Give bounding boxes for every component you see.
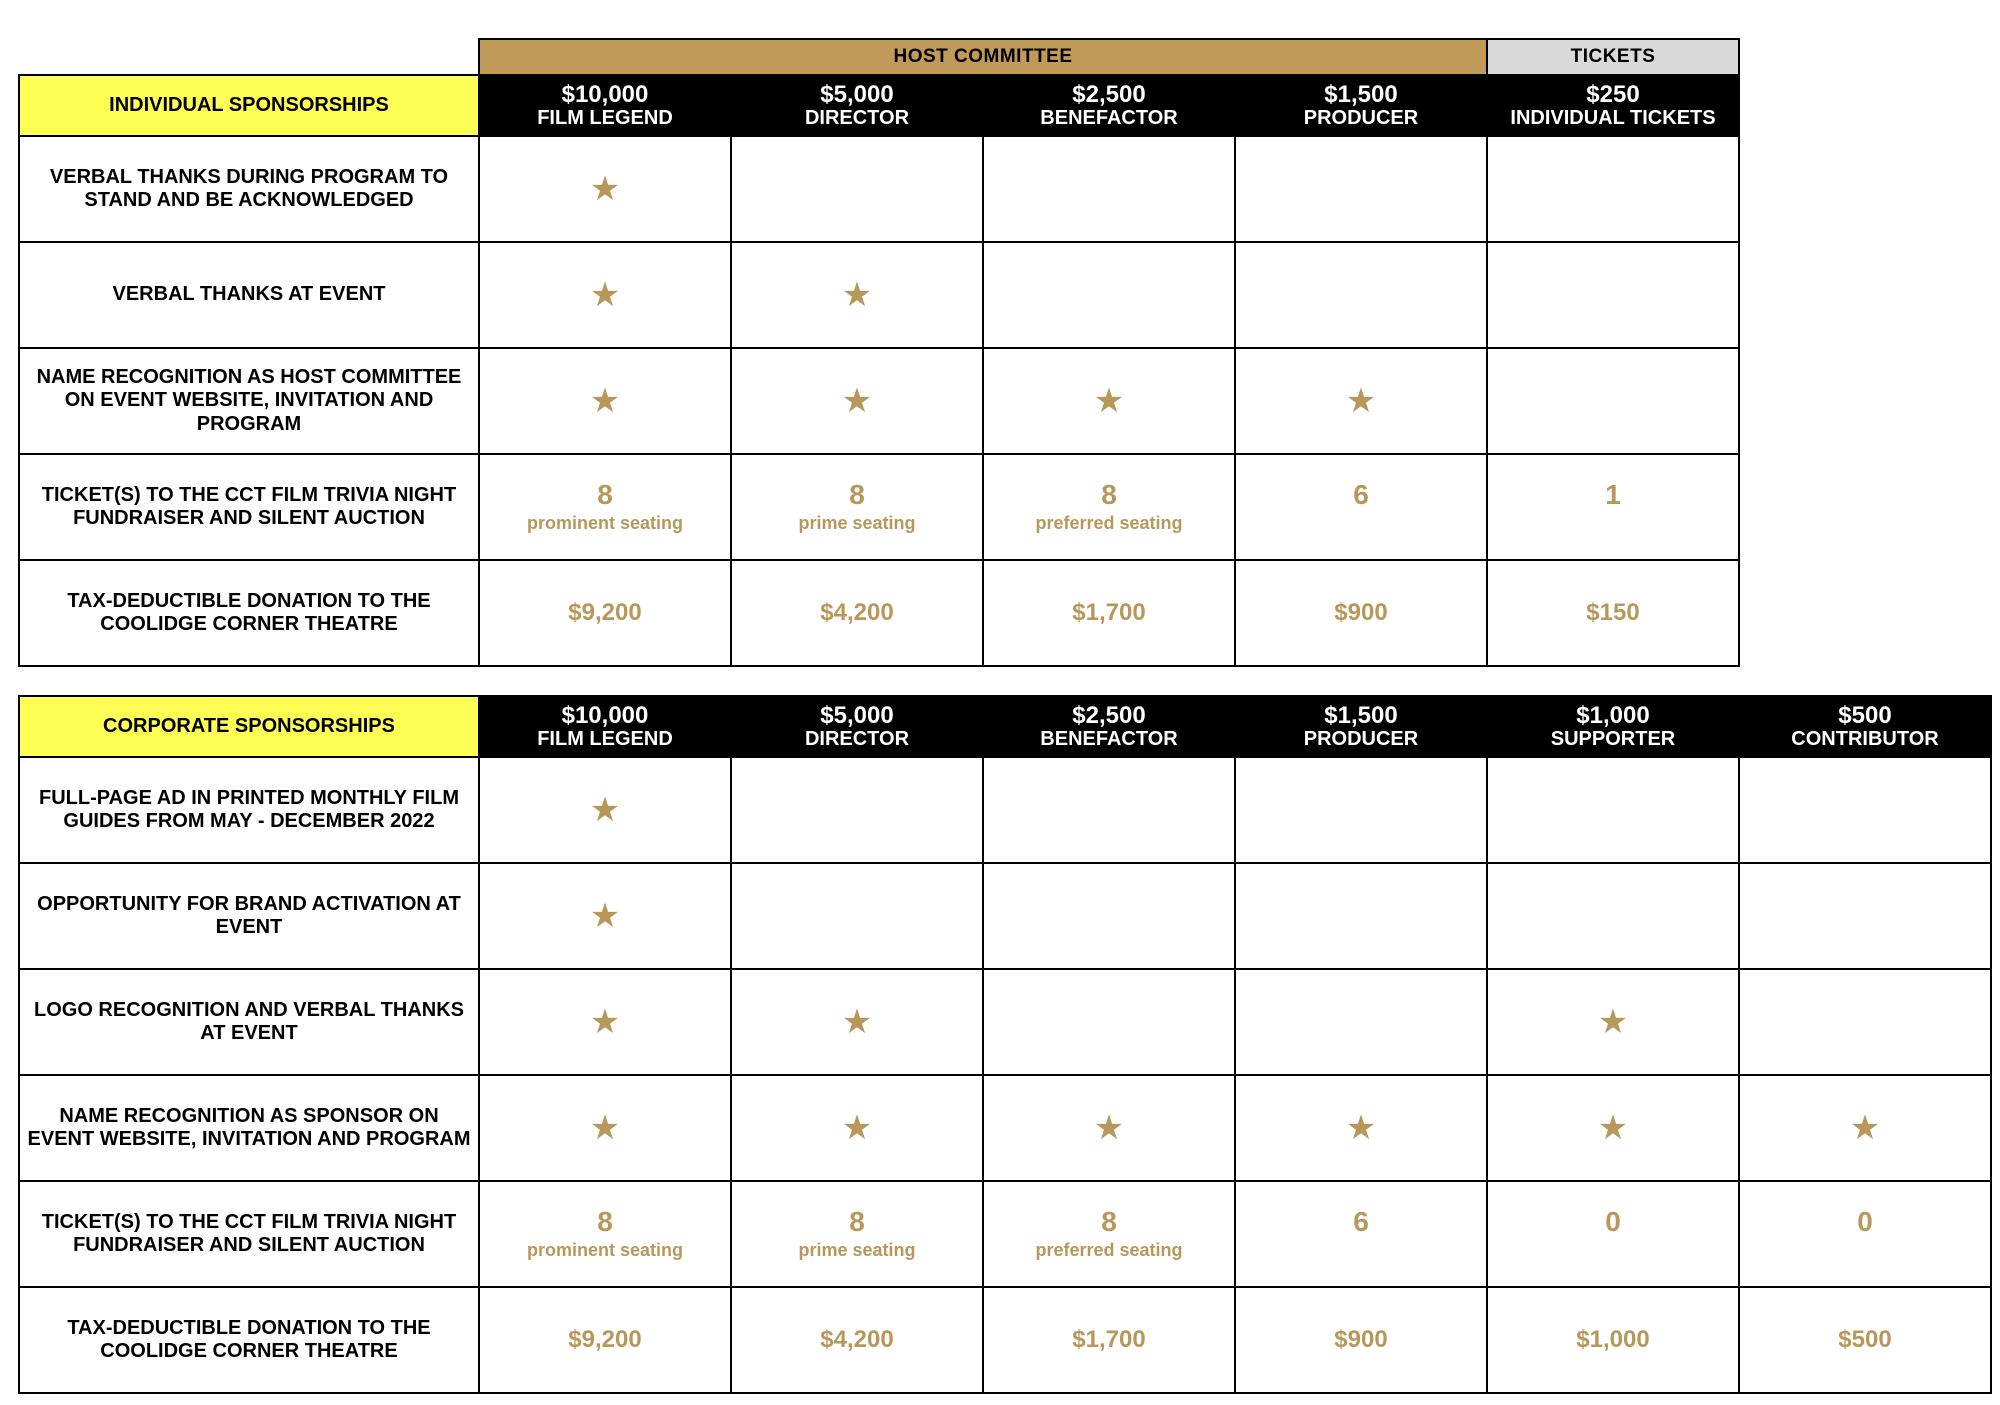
benefit-cell	[1487, 242, 1739, 348]
donation-cell	[479, 560, 731, 666]
benefit-cell	[479, 348, 731, 454]
ticket-cell	[1487, 1181, 1739, 1287]
benefit-label: NAME RECOGNITION AS SPONSOR ON EVENT WEBSITE, INVITATION AND PROGRAM	[19, 1075, 479, 1181]
benefit-label: TICKET(S) TO THE CCT FILM TRIVIA NIGHT FUNDRAISER AND SILENT AUCTION	[19, 1181, 479, 1287]
tier-amount: $5,000	[820, 702, 894, 730]
tier-header-film-legend	[479, 75, 731, 136]
benefit-cell	[1487, 136, 1739, 242]
seating-note: preferred seating	[1035, 512, 1183, 533]
ticket-count: 1	[1605, 479, 1621, 511]
donation-amount: $150	[1586, 599, 1640, 626]
host-committee-band: HOST COMMITTEE	[479, 39, 1487, 75]
tier-name: BENEFACTOR	[1040, 106, 1178, 129]
star-icon: ★	[589, 170, 621, 208]
tickets-band: TICKETS	[1487, 39, 1739, 75]
donation-cell	[731, 560, 983, 666]
table-row	[19, 863, 1991, 969]
ticket-count: 6	[1353, 1206, 1369, 1238]
tier-amount: $2,500	[1072, 702, 1146, 730]
star-icon: ★	[1093, 1109, 1125, 1147]
ticket-count: 0	[1605, 1206, 1621, 1238]
ticket-cell	[1235, 454, 1487, 560]
benefit-cell	[1739, 863, 1991, 969]
benefit-cell	[479, 242, 731, 348]
tier-name: DIRECTOR	[804, 106, 910, 129]
benefit-cell	[983, 757, 1235, 863]
seating-note-empty	[1740, 1240, 1990, 1261]
category-label: INDIVIDUAL SPONSORSHIPS	[19, 75, 479, 136]
benefit-cell	[479, 969, 731, 1075]
donation-amount: $1,700	[1072, 599, 1146, 626]
donation-cell	[1487, 560, 1739, 666]
table-row	[19, 1287, 1991, 1393]
seating-note: preferred seating	[1035, 1239, 1183, 1260]
star-icon: ★	[841, 1109, 873, 1147]
table-row	[19, 560, 1739, 666]
benefit-label: TAX-DEDUCTIBLE DONATION TO THE COOLIDGE CORNER THEATRE	[19, 1287, 479, 1393]
benefit-label: VERBAL THANKS DURING PROGRAM TO STAND AND BE ACKNOWLEDGED	[19, 136, 479, 242]
benefit-cell	[479, 863, 731, 969]
ticket-cell	[731, 1181, 983, 1287]
benefit-cell	[1739, 969, 1991, 1075]
benefit-cell	[1235, 242, 1487, 348]
donation-amount: $900	[1334, 1326, 1388, 1353]
seating-note: prominent seating	[526, 512, 683, 533]
benefit-cell	[1487, 863, 1739, 969]
tier-header-contributor	[1739, 696, 1991, 757]
tier-header-supporter	[1487, 696, 1739, 757]
benefit-label: OPPORTUNITY FOR BRAND ACTIVATION AT EVENT	[19, 863, 479, 969]
tier-name: INDIVIDUAL TICKETS	[1510, 106, 1716, 129]
ticket-count: 8	[849, 479, 865, 511]
table-row	[19, 1181, 1991, 1287]
benefit-cell	[1487, 348, 1739, 454]
benefit-cell	[479, 136, 731, 242]
donation-amount: $4,200	[820, 599, 894, 626]
ticket-cell	[731, 454, 983, 560]
seating-note: prime seating	[798, 512, 916, 533]
benefit-label: LOGO RECOGNITION AND VERBAL THANKS AT EVENT	[19, 969, 479, 1075]
ticket-cell	[1487, 454, 1739, 560]
star-icon: ★	[841, 1003, 873, 1041]
tier-amount: $10,000	[561, 81, 649, 109]
benefit-cell	[1235, 1075, 1487, 1181]
ticket-cell	[1739, 1181, 1991, 1287]
benefit-cell	[1739, 757, 1991, 863]
tier-name: CONTRIBUTOR	[1791, 727, 1939, 750]
ticket-count: 8	[1101, 479, 1117, 511]
table-row	[19, 969, 1991, 1075]
individual-sponsorships-table	[18, 38, 1740, 667]
star-icon: ★	[589, 791, 621, 829]
benefit-cell	[983, 1075, 1235, 1181]
benefit-cell	[731, 348, 983, 454]
table-row	[19, 348, 1739, 454]
seating-note: prominent seating	[526, 1239, 683, 1260]
tier-amount: $500	[1838, 702, 1892, 730]
benefit-cell	[1235, 757, 1487, 863]
tier-name: BENEFACTOR	[1040, 727, 1178, 750]
ticket-cell	[1235, 1181, 1487, 1287]
donation-amount: $9,200	[568, 599, 642, 626]
benefit-cell	[1235, 348, 1487, 454]
benefit-cell	[731, 242, 983, 348]
donation-cell	[983, 1287, 1235, 1393]
star-icon: ★	[841, 382, 873, 420]
star-icon: ★	[589, 1003, 621, 1041]
ticket-count: 8	[1101, 1206, 1117, 1238]
benefit-cell	[479, 757, 731, 863]
benefit-label: FULL-PAGE AD IN PRINTED MONTHLY FILM GUIDES FROM MAY - DECEMBER 2022	[19, 757, 479, 863]
benefit-label: NAME RECOGNITION AS HOST COMMITTEE ON EVENT WEBSITE, INVITATION AND PROGRAM	[19, 348, 479, 454]
tier-header-film-legend	[479, 696, 731, 757]
donation-cell	[1487, 1287, 1739, 1393]
tier-name: FILM LEGEND	[537, 727, 673, 750]
ticket-count: 6	[1353, 479, 1369, 511]
tier-name: SUPPORTER	[1550, 727, 1676, 750]
ticket-cell	[983, 1181, 1235, 1287]
star-icon: ★	[1345, 382, 1377, 420]
tier-amount: $250	[1586, 81, 1640, 109]
benefit-cell	[983, 242, 1235, 348]
benefit-cell	[1235, 136, 1487, 242]
star-icon: ★	[841, 276, 873, 314]
ticket-count: 8	[597, 1206, 613, 1238]
star-icon: ★	[589, 897, 621, 935]
benefit-label: TICKET(S) TO THE CCT FILM TRIVIA NIGHT FUNDRAISER AND SILENT AUCTION	[19, 454, 479, 560]
star-icon: ★	[1597, 1003, 1629, 1041]
ticket-cell	[479, 454, 731, 560]
tier-header-producer	[1235, 75, 1487, 136]
benefit-cell	[983, 348, 1235, 454]
seating-note: prime seating	[798, 1239, 916, 1260]
ticket-cell	[983, 454, 1235, 560]
category-label: CORPORATE SPONSORSHIPS	[19, 696, 479, 757]
tier-amount: $1,500	[1324, 81, 1398, 109]
tier-name: PRODUCER	[1303, 106, 1419, 129]
seating-note-empty	[1236, 1240, 1486, 1261]
tier-header-benefactor	[983, 696, 1235, 757]
donation-amount: $9,200	[568, 1326, 642, 1353]
donation-amount: $900	[1334, 599, 1388, 626]
benefit-cell	[1487, 1075, 1739, 1181]
star-icon: ★	[589, 382, 621, 420]
tier-header-director	[731, 75, 983, 136]
donation-cell	[479, 1287, 731, 1393]
star-icon: ★	[1849, 1109, 1881, 1147]
donation-amount: $500	[1838, 1326, 1892, 1353]
tier-name: PRODUCER	[1303, 727, 1419, 750]
donation-cell	[983, 560, 1235, 666]
benefit-cell	[479, 1075, 731, 1181]
tier-name: FILM LEGEND	[537, 106, 673, 129]
donation-cell	[731, 1287, 983, 1393]
corporate-sponsorships-table	[18, 695, 1992, 1394]
tier-header-individual-tickets	[1487, 75, 1739, 136]
donation-amount: $1,000	[1576, 1326, 1650, 1353]
benefit-cell	[983, 969, 1235, 1075]
table-row	[19, 136, 1739, 242]
seating-note-empty	[1488, 1240, 1738, 1261]
tier-amount: $2,500	[1072, 81, 1146, 109]
ticket-count: 8	[597, 479, 613, 511]
benefit-cell	[731, 136, 983, 242]
benefit-cell	[1487, 757, 1739, 863]
donation-cell	[1235, 560, 1487, 666]
benefit-label: VERBAL THANKS AT EVENT	[19, 242, 479, 348]
tier-amount: $5,000	[820, 81, 894, 109]
benefit-label: TAX-DEDUCTIBLE DONATION TO THE COOLIDGE CORNER THEATRE	[19, 560, 479, 666]
donation-cell	[1739, 1287, 1991, 1393]
benefit-cell	[1739, 1075, 1991, 1181]
star-icon: ★	[589, 276, 621, 314]
tier-amount: $1,000	[1576, 702, 1650, 730]
benefit-cell	[983, 136, 1235, 242]
star-icon: ★	[1093, 382, 1125, 420]
donation-amount: $4,200	[820, 1326, 894, 1353]
star-icon: ★	[1345, 1109, 1377, 1147]
tier-header-benefactor	[983, 75, 1235, 136]
benefit-cell	[731, 863, 983, 969]
benefit-cell	[731, 757, 983, 863]
tier-amount: $10,000	[561, 702, 649, 730]
tier-header-producer	[1235, 696, 1487, 757]
benefit-cell	[983, 863, 1235, 969]
benefit-cell	[1487, 969, 1739, 1075]
donation-amount: $1,700	[1072, 1326, 1146, 1353]
ticket-cell	[479, 1181, 731, 1287]
seating-note-empty	[1236, 513, 1486, 534]
table-row	[19, 757, 1991, 863]
star-icon: ★	[1597, 1109, 1629, 1147]
benefit-cell	[1235, 969, 1487, 1075]
table-row	[19, 1075, 1991, 1181]
donation-cell	[1235, 1287, 1487, 1393]
benefit-cell	[731, 1075, 983, 1181]
blank-corner	[19, 39, 479, 75]
seating-note-empty	[1488, 513, 1738, 534]
tier-amount: $1,500	[1324, 702, 1398, 730]
tier-name: DIRECTOR	[804, 727, 910, 750]
table-row	[19, 242, 1739, 348]
benefit-cell	[1235, 863, 1487, 969]
benefit-cell	[731, 969, 983, 1075]
ticket-count: 0	[1857, 1206, 1873, 1238]
tier-header-director	[731, 696, 983, 757]
ticket-count: 8	[849, 1206, 865, 1238]
star-icon: ★	[589, 1109, 621, 1147]
table-row	[19, 454, 1739, 560]
